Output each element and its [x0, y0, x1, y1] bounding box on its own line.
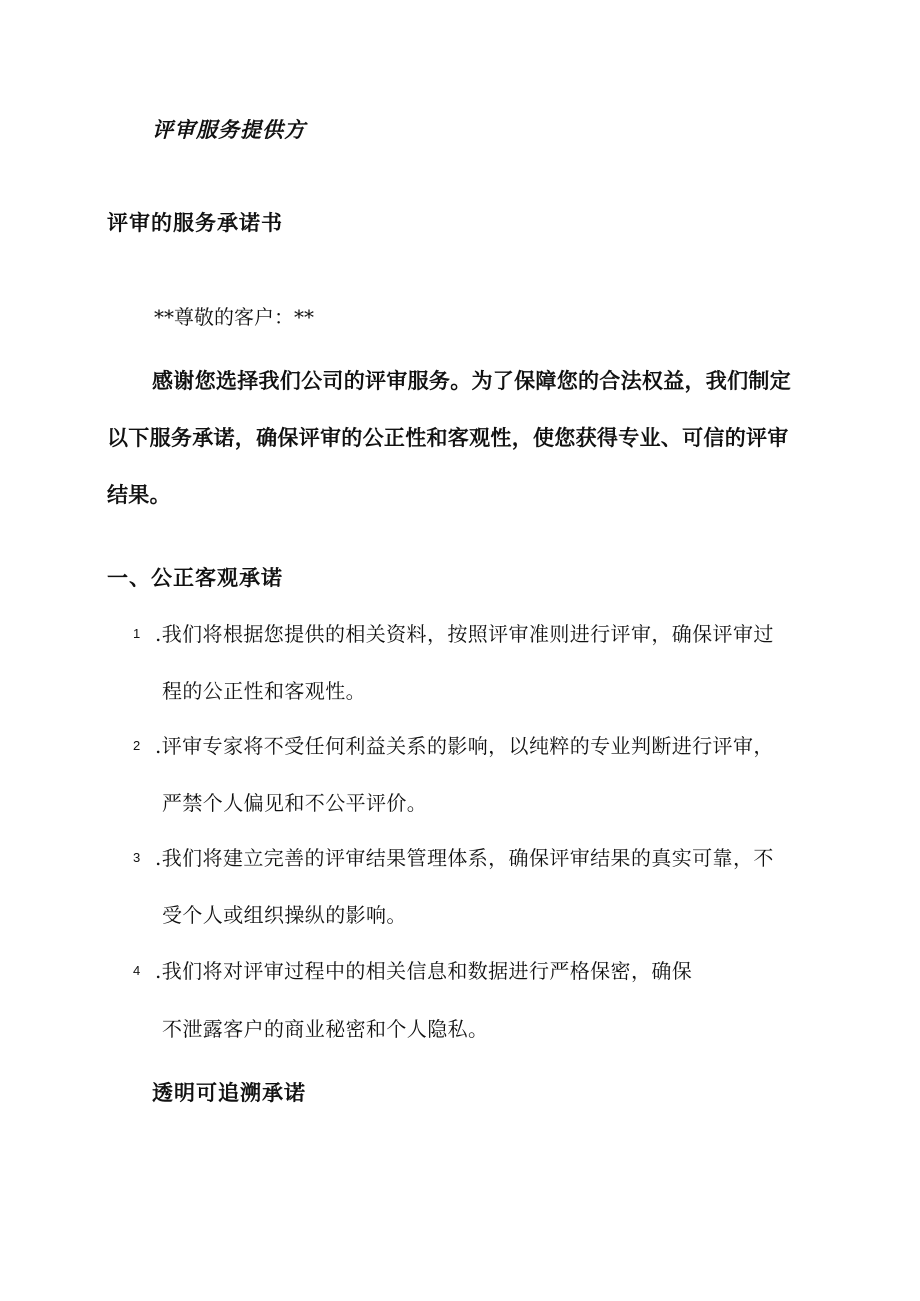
- intro-line: 结果。: [107, 482, 171, 507]
- section-heading-impartial: 一、公正客观承诺: [107, 565, 283, 590]
- item-text-line: 程的公正性和客观性。: [162, 679, 366, 703]
- intro-line: 以下服务承诺，确保评审的公正性和客观性，使您获得专业、可信的评审: [107, 425, 789, 450]
- item-number: 4: [133, 963, 141, 978]
- item-text-line: 不泄露客户的商业秘密和个人隐私。: [162, 1017, 489, 1041]
- intro-line: 感谢您选择我们公司的评审服务。为了保障您的合法权益，我们制定: [152, 368, 791, 393]
- item-text-line: .评审专家将不受任何利益关系的影响，以纯粹的专业判断进行评审，: [155, 734, 774, 758]
- item-number: 2: [133, 738, 141, 753]
- section-heading-transparency: 透明可追溯承诺: [152, 1080, 306, 1105]
- item-text-line: 受个人或组织操纵的影响。: [162, 903, 407, 927]
- item-text-line: .我们将建立完善的评审结果管理体系，确保评审结果的真实可靠，不: [155, 846, 774, 870]
- salutation: **尊敬的客户：**: [154, 305, 314, 329]
- item-number: 1: [133, 626, 141, 641]
- document-title: 评审的服务承诺书: [107, 210, 283, 235]
- intro-paragraph: [107, 352, 812, 523]
- item-text-line: .我们将根据您提供的相关资料，按照评审准则进行评审，确保评审过: [155, 622, 774, 646]
- item-text-line: 严禁个人偏见和不公平评价。: [162, 791, 428, 815]
- provider-heading: 评审服务提供方: [152, 117, 306, 142]
- item-number: 3: [133, 850, 141, 865]
- item-text-line: .我们将对评审过程中的相关信息和数据进行严格保密，确保: [155, 959, 693, 983]
